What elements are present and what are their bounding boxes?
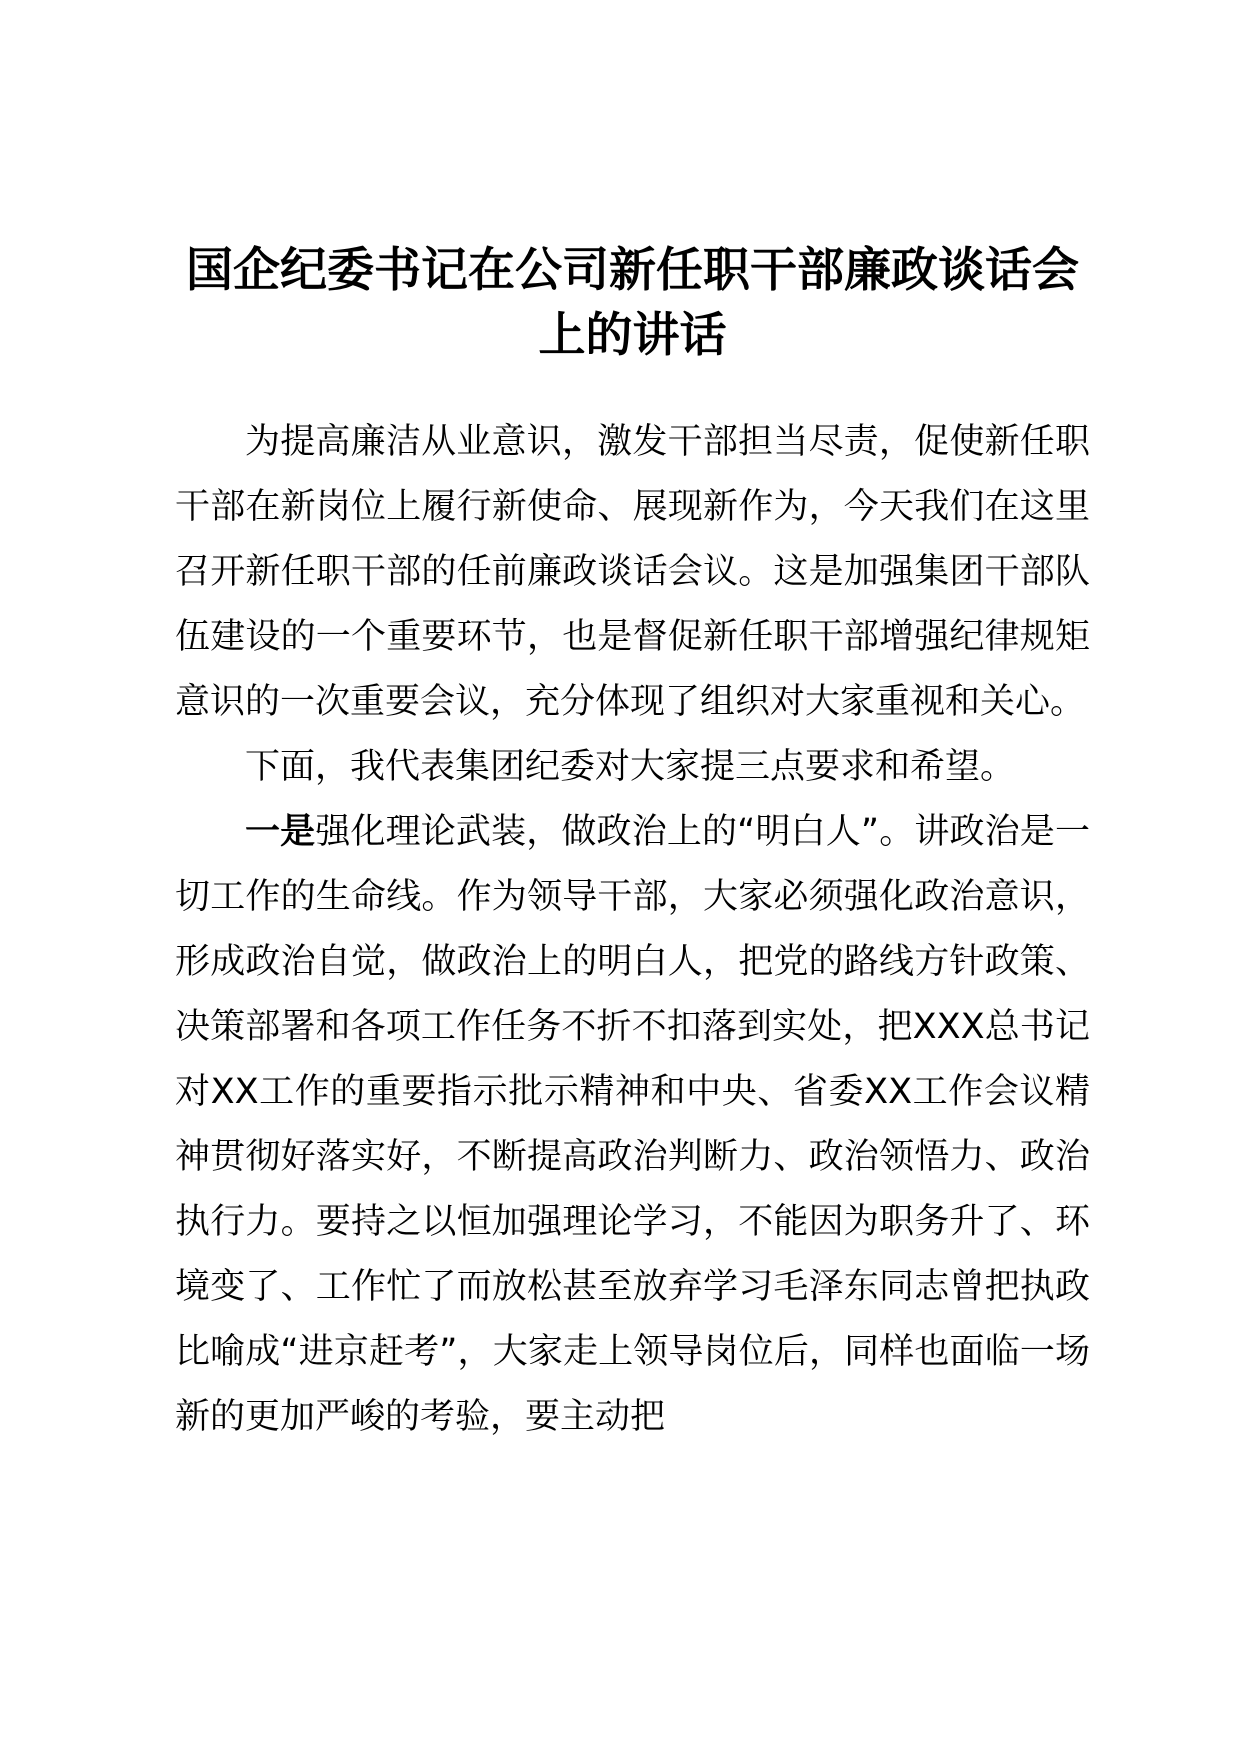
- paragraph-text: 为提高廉洁从业意识，激发干部担当尽责，促使新任职干部在新岗位上履行新使命、展现新作为，今天我们在这里召开新任职干部的任前廉政谈话会议。这是加强集团干部队伍建设的一个重要环节，也是督促新任职干部增强纪律规矩意识的一次重要会议，充分体现了组织对大家重视和关心。: [175, 422, 1090, 722]
- document-page: [175, 0, 1090, 1754]
- document-body: [175, 410, 1090, 1450]
- paragraph-requirements-intro: [175, 735, 1090, 800]
- document-title: 国企纪委书记在公司新任职干部廉政谈话会上的讲话: [186, 243, 1079, 363]
- paragraph-intro: [175, 410, 1090, 735]
- paragraph-text: 强化理论武装，做政治上的“明白人”。讲政治是一切工作的生命线。作为领导干部，大家必须强化政治意识，形成政治自觉，做政治上的明白人，把党的路线方针政策、决策部署和各项工作任务不折不扣落到实处，把XXX总书记对XX工作的重要指示批示精神和中央、省委XX工作会议精神贯彻好落实好，不断提高政治判断力、政治领悟力、政治执行力。要持之以恒加强理论学习，不能因为职务升了、环境变了、工作忙了而放松甚至放弃学习毛泽东同志曾把执政比喻成“进京赶考”，大家走上领导岗位后，同样也面临一场新的更加严峻的考验，要主动把: [175, 812, 1090, 1437]
- paragraph-text: 下面，我代表集团纪委对大家提三点要求和希望。: [245, 747, 1016, 787]
- paragraph-lead-text: 一是: [245, 812, 316, 852]
- paragraph-point-one: [175, 800, 1090, 1450]
